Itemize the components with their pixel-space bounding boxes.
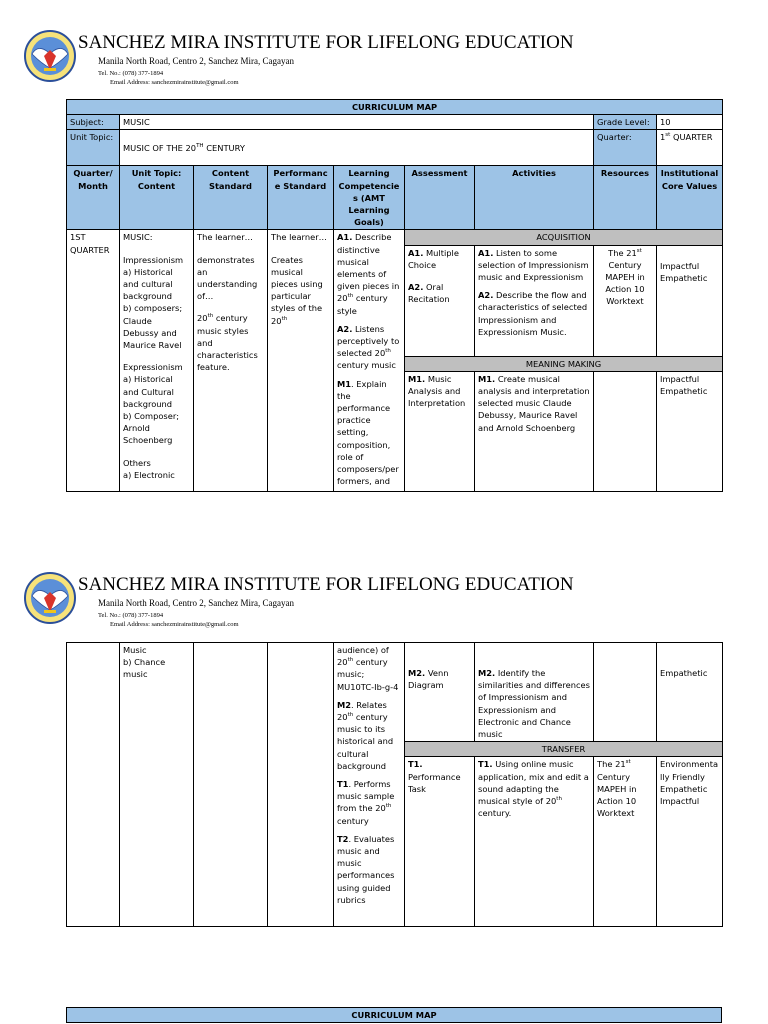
unit-music: MUSIC: <box>123 232 153 243</box>
competency-t1: T1. Performs music sample from the 20th century <box>337 779 395 826</box>
content-standard-cell-cont <box>194 643 268 927</box>
activities-meaning-2: M2. Identify the similarities and differences of Impressionism and Expressionism and Electronic and Chance music <box>475 643 594 742</box>
content-standard-cell <box>194 230 268 491</box>
school-tel: Tel. No.: (078) 377-1894 <box>98 70 164 77</box>
school-tel: Tel. No.: (078) 377-1894 <box>98 612 164 619</box>
values-meaning: Impactful Empathetic <box>657 371 723 491</box>
performance-intro: The learner… <box>271 232 327 243</box>
content-intro: The learner… <box>197 232 253 243</box>
quarter-cell: 1ST QUARTER <box>67 230 120 491</box>
activities-meaning: M1. Create musical analysis and interpretation selected music Claude Debussy, Maurice Ravel and Arnold Schoenberg <box>475 371 594 491</box>
col-header-resources: Resources <box>594 166 657 230</box>
school-name: SANCHEZ MIRA INSTITUTE FOR LIFELONG EDUCATION <box>78 574 574 595</box>
competency-m2: M2. Relates 20th century music to its historical and cultural background <box>337 699 394 771</box>
quarter-label: Quarter: <box>594 130 657 166</box>
competency-a1: A1. Describe distinctive musical elements of given pieces in 20th century style <box>337 232 400 316</box>
col-header-values: Institutional Core Values <box>657 166 723 230</box>
subject-value: MUSIC <box>120 115 594 130</box>
curriculum-map-title: CURRICULUM MAP <box>67 100 723 115</box>
assessment-meaning-2: M2. Venn Diagram <box>405 643 475 742</box>
curriculum-map-table-page3 <box>66 1007 722 1023</box>
unit-content-cell <box>120 230 194 491</box>
resources-acquisition: The 21st Century MAPEH in Action 10 Worktext <box>594 245 657 356</box>
school-name: SANCHEZ MIRA INSTITUTE FOR LIFELONG EDUCATION <box>78 32 574 53</box>
learning-competencies-cell <box>334 230 405 491</box>
content-body: demonstrates an understanding of… <box>197 254 258 302</box>
values-meaning-2: Empathetic <box>657 643 723 742</box>
competency-cont: audience) of 20th century music; <box>337 645 389 680</box>
resources-meaning-2 <box>594 643 657 742</box>
unit-topic-label: Unit Topic: <box>67 130 120 166</box>
school-address: Manila North Road, Centro 2, Sanchez Mira, Cagayan <box>98 56 294 66</box>
unit-chance: b) Chance music <box>123 657 166 680</box>
assessment-acquisition: A1. Multiple Choice A2. Oral Recitation <box>405 245 475 356</box>
school-seal-logo <box>24 572 76 624</box>
school-email: Email Address: sanchezmirainstitute@gmail.com <box>110 621 239 628</box>
competency-code: MU10TC-Ib-g-4 <box>337 681 399 692</box>
unit-content-cell-cont <box>120 643 194 927</box>
values-acquisition: Impactful Empathetic <box>657 245 723 356</box>
school-header <box>24 30 744 90</box>
competency-m1: M1. Explain the performance practice setting, composition, role of composers/per formers, and <box>337 378 399 487</box>
phase-transfer: TRANSFER <box>405 742 723 757</box>
performance-standard-cell <box>268 230 334 491</box>
competency-t2: T2. Evaluates music and music performances using guided rubrics <box>337 833 395 905</box>
school-seal-logo <box>24 30 76 82</box>
assessment-meaning: M1. Music Analysis and Interpretation <box>405 371 475 491</box>
unit-imp-b: b) composers; Claude Debussy and Maurice Ravel <box>123 303 183 351</box>
quarter-cell-cont <box>67 643 120 927</box>
unit-music-cont: Music <box>123 645 147 655</box>
col-header-unit: Unit Topic: Content <box>120 166 194 230</box>
learning-competencies-cell-cont <box>334 643 405 927</box>
competency-a2: A2. Listens perceptively to selected 20th century music <box>337 323 400 371</box>
performance-body: Creates musical pieces using particular styles of the 20th <box>271 254 323 326</box>
unit-impressionism: Impressionism <box>123 254 184 265</box>
resources-meaning <box>594 371 657 491</box>
activities-acquisition: A1. Listen to some selection of Impressionism music and Expressionism A2. Describe the flow and characteristics of selected Impressionism and Expressionism Music. <box>475 245 594 356</box>
phase-acquisition: ACQUISITION <box>405 230 723 245</box>
unit-others: Others <box>123 457 151 468</box>
unit-exp-b: b) Composer; Arnold Schoenberg <box>123 411 180 446</box>
col-header-performance: Performance Standard <box>268 166 334 230</box>
col-header-learning: Learning Competencies (AMT Learning Goals) <box>334 166 405 230</box>
col-header-quarter: Quarter/ Month <box>67 166 120 230</box>
col-header-assessment: Assessment <box>405 166 475 230</box>
performance-standard-cell-cont <box>268 643 334 927</box>
grade-value: 10 <box>657 115 723 130</box>
grade-label: Grade Level: <box>594 115 657 130</box>
curriculum-map-table-continued <box>66 642 723 927</box>
curriculum-map-table <box>66 99 723 492</box>
resources-transfer: The 21st Century MAPEH in Action 10 Worktext <box>594 757 657 927</box>
phase-meaning-making: MEANING MAKING <box>405 356 723 371</box>
school-email: Email Address: sanchezmirainstitute@gmail.com <box>110 79 239 86</box>
quarter-value: 1st QUARTER <box>657 130 723 166</box>
school-header-page2 <box>24 572 744 632</box>
unit-imp-a: a) Historical and cultural background <box>123 266 173 302</box>
subject-label: Subject: <box>67 115 120 130</box>
unit-exp-a: a) Historical and Cultural background <box>123 374 174 409</box>
assessment-transfer: T1. Performance Task <box>405 757 475 927</box>
curriculum-map-title-page3: CURRICULUM MAP <box>67 1008 722 1023</box>
col-header-activities: Activities <box>475 166 594 230</box>
values-transfer: Environmentally Friendly Empathetic Impactful <box>657 757 723 927</box>
unit-others-a: a) Electronic <box>123 469 175 480</box>
unit-expressionism: Expressionism <box>123 362 183 373</box>
unit-topic-value: MUSIC OF THE 20TH CENTURY <box>120 130 594 166</box>
content-styles: 20th century music styles and characteristics feature. <box>197 313 258 373</box>
col-header-content: Content Standard <box>194 166 268 230</box>
school-address: Manila North Road, Centro 2, Sanchez Mira, Cagayan <box>98 598 294 608</box>
activities-transfer: T1. Using online music application, mix and edit a sound adapting the musical style of 20th century. <box>475 757 594 927</box>
